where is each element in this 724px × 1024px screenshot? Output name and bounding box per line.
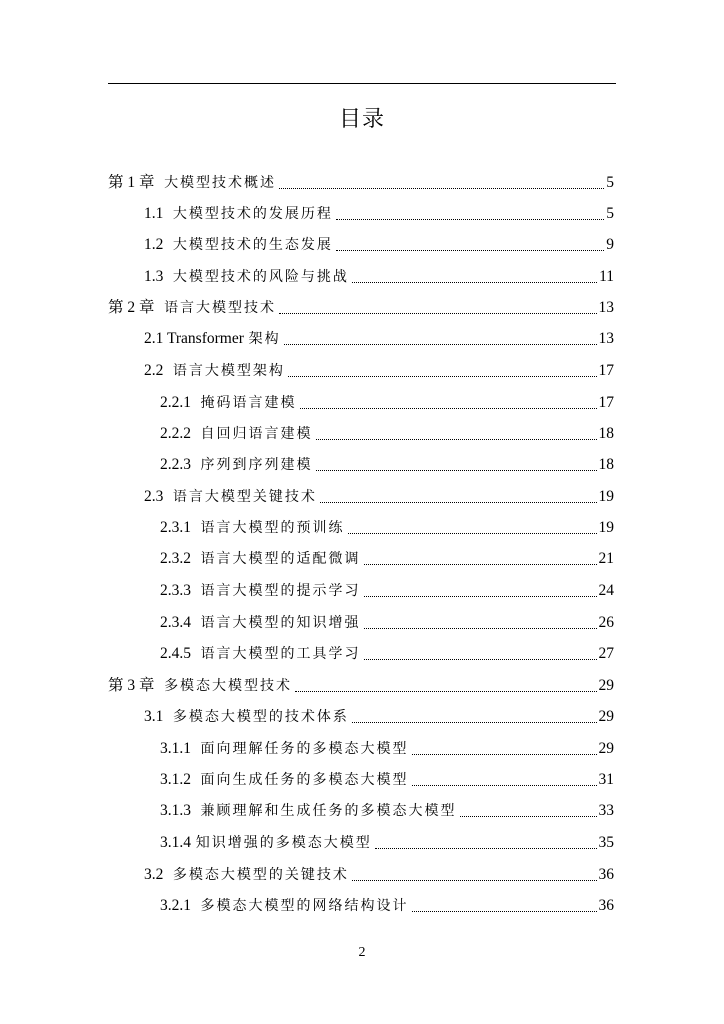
toc-entry-title: 语言大模型架构: [172, 363, 285, 379]
toc-entry-gap: [163, 486, 173, 508]
toc-entry-number: 2.1 Transformer: [144, 330, 244, 347]
toc-entry-gap: [191, 612, 201, 634]
toc-leader-dots: [279, 313, 596, 314]
toc-leader-dots: [295, 691, 596, 692]
toc-leader-dots: [412, 911, 597, 912]
toc-entry-title: 自回归语言建模: [200, 426, 313, 442]
toc-entry-gap: [155, 172, 165, 194]
toc-leader-dots: [320, 502, 597, 503]
toc-entry-title: 兼顾理解和生成任务的多模态大模型: [200, 803, 457, 819]
toc-entry-number: 3.1.2: [160, 771, 191, 788]
toc-entry-title: 知识增强的多模态大模型: [195, 835, 372, 851]
toc-leader-dots: [412, 785, 597, 786]
toc-leader-dots: [300, 408, 597, 409]
toc-entry-2-2-3[interactable]: [160, 454, 614, 476]
toc-leader-dots: [336, 250, 604, 251]
toc-entry-gap: [163, 234, 173, 256]
toc-entry-gap: [191, 769, 201, 791]
toc-entry-number: 2.2.1: [160, 394, 191, 411]
toc-entry-page: 36: [598, 897, 614, 914]
toc-entry-number: 2.2.2: [160, 425, 191, 442]
toc-entry-number: 2.3.3: [160, 582, 191, 599]
toc-entry-number: 2.3.2: [160, 550, 191, 567]
toc-entry-page: 9: [606, 236, 614, 253]
toc-entry-3-2-1[interactable]: [160, 895, 614, 917]
toc-entry-title: 面向理解任务的多模态大模型: [200, 741, 409, 757]
toc-entry-2-1[interactable]: [144, 328, 614, 350]
toc-leader-dots: [316, 470, 597, 471]
toc-leader-dots: [364, 628, 597, 629]
toc-entry-title: 大模型技术的发展历程: [172, 206, 333, 222]
toc-entry-title: 多模态大模型的网络结构设计: [200, 898, 409, 914]
toc-entry-number: 第 3 章: [108, 677, 155, 694]
toc-leader-dots: [316, 439, 597, 440]
toc-entry-page: 24: [598, 582, 614, 599]
toc-entry-page: 13: [598, 330, 614, 347]
toc-entry-number: 1.1: [144, 205, 164, 222]
toc-entry-gap: [155, 297, 165, 319]
toc-entry-2-3-2[interactable]: [160, 548, 614, 570]
toc-entry-number: 2.3.4: [160, 614, 191, 631]
toc-entry-title: 大模型技术概述: [164, 175, 277, 191]
toc-entry-page: 29: [598, 677, 614, 694]
toc-entry-2-3-4[interactable]: [160, 612, 614, 634]
toc-entry-gap: [191, 643, 201, 665]
toc-entry-page: 21: [598, 550, 614, 567]
toc-entry-page: 17: [598, 362, 614, 379]
toc-entry-number: 3.1: [144, 708, 164, 725]
toc-entry-3-1-1[interactable]: [160, 738, 614, 760]
toc-entry-page: 26: [598, 614, 614, 631]
toc-entry-2-2[interactable]: [144, 360, 614, 382]
toc-entry-page: 27: [598, 645, 614, 662]
toc-leader-dots: [348, 533, 597, 534]
toc-entry-number: 2.2: [144, 362, 164, 379]
toc-entry-title: 大模型技术的生态发展: [172, 237, 333, 253]
toc-leader-dots: [352, 282, 597, 283]
toc-entry-3-1-2[interactable]: [160, 769, 614, 791]
toc-leader-dots: [375, 848, 597, 849]
toc-entry-title: 语言大模型的工具学习: [200, 646, 361, 662]
toc-entry-3-1-3[interactable]: [160, 800, 614, 822]
toc-entry-gap: [191, 392, 201, 414]
toc-entry-number: 3.2: [144, 866, 164, 883]
toc-entry-gap: [163, 360, 173, 382]
toc-entry-title: 语言大模型的适配微调: [200, 551, 361, 567]
toc-entry-page: 33: [598, 802, 614, 819]
toc-entry-page: 17: [598, 394, 614, 411]
toc-entry-title: 多模态大模型的关键技术: [172, 867, 349, 883]
toc-leader-dots: [352, 880, 597, 881]
page-number: 2: [358, 945, 366, 960]
toc-entry-title: 架构: [248, 331, 281, 347]
toc-leader-dots: [279, 188, 604, 189]
toc-leader-dots: [284, 344, 597, 345]
toc-entry-page: 29: [598, 740, 614, 757]
toc-entry-gap: [163, 203, 173, 225]
toc-entry-number: 3.1.4: [160, 834, 191, 851]
toc-entry-number: 2.3.1: [160, 519, 191, 536]
toc-entry-gap: [191, 738, 201, 760]
toc-leader-dots: [352, 722, 597, 723]
toc-entry-2-2-2[interactable]: [160, 423, 614, 445]
toc-entry-number: 第 1 章: [108, 174, 155, 191]
toc-entry-number: 3.1.3: [160, 802, 191, 819]
toc-entry-number: 2.2.3: [160, 456, 191, 473]
toc-entry-page: 19: [598, 488, 614, 505]
toc-entry-page: 35: [598, 834, 614, 851]
toc-entry-title: 语言大模型的预训练: [200, 520, 345, 536]
toc-entry-page: 5: [606, 205, 614, 222]
toc-entry-title: 面向生成任务的多模态大模型: [200, 772, 409, 788]
toc-leader-dots: [336, 219, 604, 220]
toc-entry-gap: [191, 800, 201, 822]
toc-entry-gap: [155, 675, 165, 697]
toc-entry-3-2[interactable]: [144, 864, 614, 886]
toc-entry-number: 第 2 章: [108, 299, 155, 316]
toc-entry-page: 11: [599, 268, 614, 285]
toc-entry-title: 多模态大模型的技术体系: [172, 709, 349, 725]
toc-entry-number: 3.2.1: [160, 897, 191, 914]
toc-entry-title: 语言大模型的知识增强: [200, 615, 361, 631]
toc-entry-page: 31: [598, 771, 614, 788]
toc-entry-3-1[interactable]: [144, 706, 614, 728]
toc-entry-gap: [163, 266, 173, 288]
toc-entry-chapter-3[interactable]: [108, 675, 614, 697]
toc-entry-chapter-1[interactable]: [108, 172, 614, 194]
toc-entry-page: 18: [598, 425, 614, 442]
toc-entry-page: 5: [606, 174, 614, 191]
toc-entry-title: 语言大模型的提示学习: [200, 583, 361, 599]
toc-leader-dots: [364, 659, 597, 660]
toc-entry-2-2-1[interactable]: [160, 392, 614, 414]
toc-leader-dots: [364, 564, 597, 565]
toc-entry-gap: [191, 517, 201, 539]
toc-entry-title: 语言大模型技术: [164, 300, 277, 316]
toc-entry-page: 36: [598, 866, 614, 883]
toc-entry-3-1-4[interactable]: [160, 832, 614, 854]
toc-entry-title: 多模态大模型技术: [164, 678, 293, 694]
toc-entry-2-4-5[interactable]: [160, 643, 614, 665]
toc-entry-title: 大模型技术的风险与挑战: [172, 269, 349, 285]
toc-leader-dots: [364, 596, 597, 597]
toc-entry-gap: [191, 423, 201, 445]
page-title: 目录: [338, 107, 385, 132]
toc-entry-number: 2.4.5: [160, 645, 191, 662]
toc-entry-gap: [163, 706, 173, 728]
toc-entry-1-1[interactable]: [144, 203, 614, 225]
toc-entry-page: 19: [598, 519, 614, 536]
toc-entry-title: 语言大模型关键技术: [172, 489, 317, 505]
toc-entry-chapter-2[interactable]: [108, 297, 614, 319]
toc-leader-dots: [412, 754, 597, 755]
toc-entry-1-3[interactable]: [144, 266, 614, 288]
toc-entry-title: 序列到序列建模: [200, 457, 313, 473]
toc-entry-number: 2.3: [144, 488, 164, 505]
toc-entry-page: 13: [598, 299, 614, 316]
toc-entry-gap: [191, 895, 201, 917]
toc-entry-2-3-3[interactable]: [160, 580, 614, 602]
toc-leader-dots: [288, 376, 597, 377]
toc-entry-gap: [191, 454, 201, 476]
toc-entry-gap: [163, 864, 173, 886]
toc-entry-number: 1.2: [144, 236, 164, 253]
toc-leader-dots: [460, 816, 597, 817]
toc-entry-gap: [191, 548, 201, 570]
toc-entry-page: 29: [598, 708, 614, 725]
toc-entry-2-3-1[interactable]: [160, 517, 614, 539]
toc-entry-page: 18: [598, 456, 614, 473]
toc-entry-title: 掩码语言建模: [200, 395, 297, 411]
toc-entry-gap: [191, 580, 201, 602]
toc-entry-number: 3.1.1: [160, 740, 191, 757]
toc-entry-2-3[interactable]: [144, 486, 614, 508]
toc-entry-number: 1.3: [144, 268, 164, 285]
toc-entry-1-2[interactable]: [144, 234, 614, 256]
